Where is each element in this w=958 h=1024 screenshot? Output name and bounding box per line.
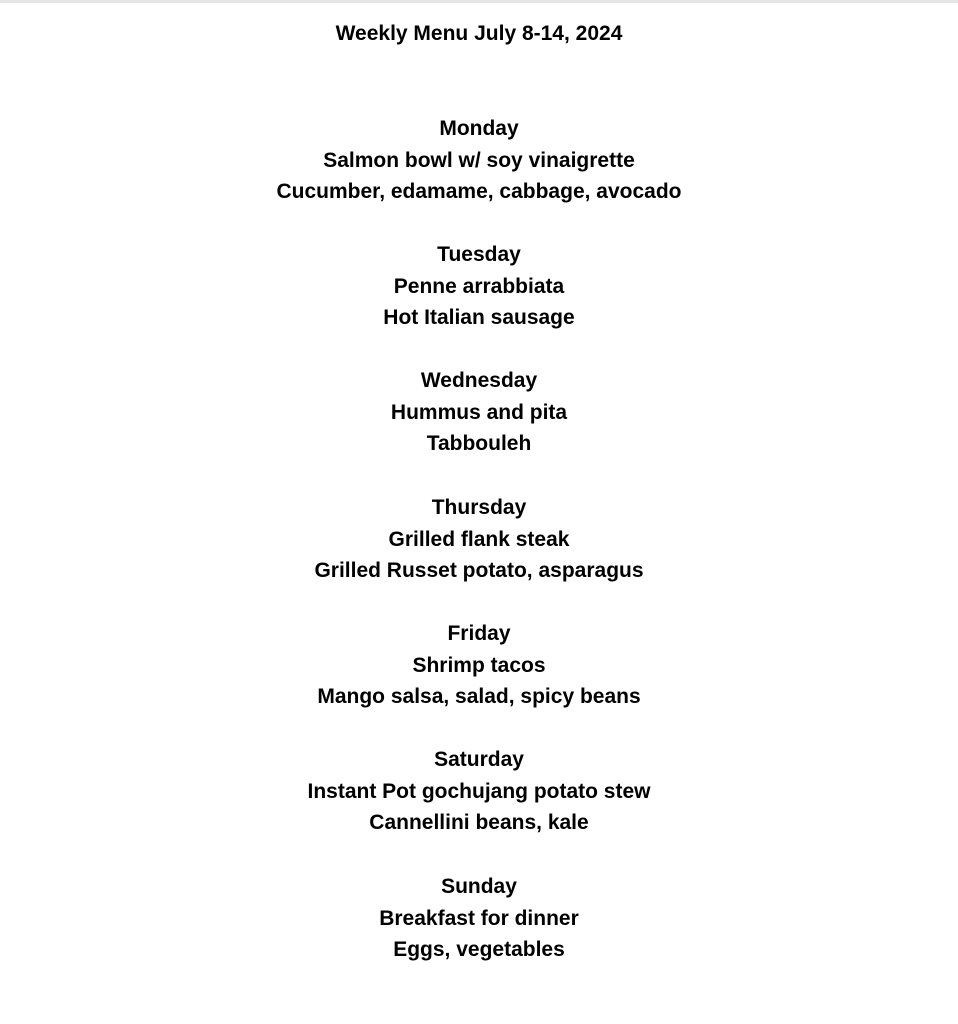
day-name: Friday — [447, 622, 511, 645]
day-thursday — [0, 492, 958, 587]
main-dish: Penne arrabbiata — [393, 274, 565, 298]
side-dishes: Mango salsa, salad, spicy beans — [317, 685, 641, 709]
top-divider — [0, 0, 958, 3]
day-saturday — [0, 744, 958, 839]
main-dish: Salmon bowl w/ soy vinaigrette — [323, 148, 635, 172]
day-wednesday — [0, 365, 958, 460]
side-dishes: Cucumber, edamame, cabbage, avocado — [276, 180, 682, 204]
day-name: Saturday — [434, 748, 524, 771]
main-dish: Instant Pot gochujang potato stew — [307, 779, 651, 803]
side-dishes: Cannellini beans, kale — [369, 811, 589, 835]
main-dish: Grilled flank steak — [388, 527, 570, 551]
side-dishes: Tabbouleh — [426, 432, 532, 456]
page-title: Weekly Menu July 8-14, 2024 — [335, 22, 623, 45]
side-dishes: Grilled Russet potato, asparagus — [314, 559, 644, 583]
day-monday — [0, 113, 958, 208]
side-dishes: Eggs, vegetables — [393, 938, 565, 962]
day-tuesday — [0, 239, 958, 334]
day-name: Wednesday — [420, 369, 538, 392]
main-dish: Hummus and pita — [390, 400, 568, 424]
day-sunday — [0, 871, 958, 966]
day-friday — [0, 618, 958, 713]
main-dish: Breakfast for dinner — [379, 906, 579, 930]
main-dish: Shrimp tacos — [412, 653, 546, 677]
day-name: Monday — [439, 117, 519, 140]
day-name: Thursday — [431, 496, 527, 519]
side-dishes: Hot Italian sausage — [383, 306, 575, 330]
day-name: Tuesday — [437, 243, 521, 266]
day-name: Sunday — [441, 875, 517, 898]
